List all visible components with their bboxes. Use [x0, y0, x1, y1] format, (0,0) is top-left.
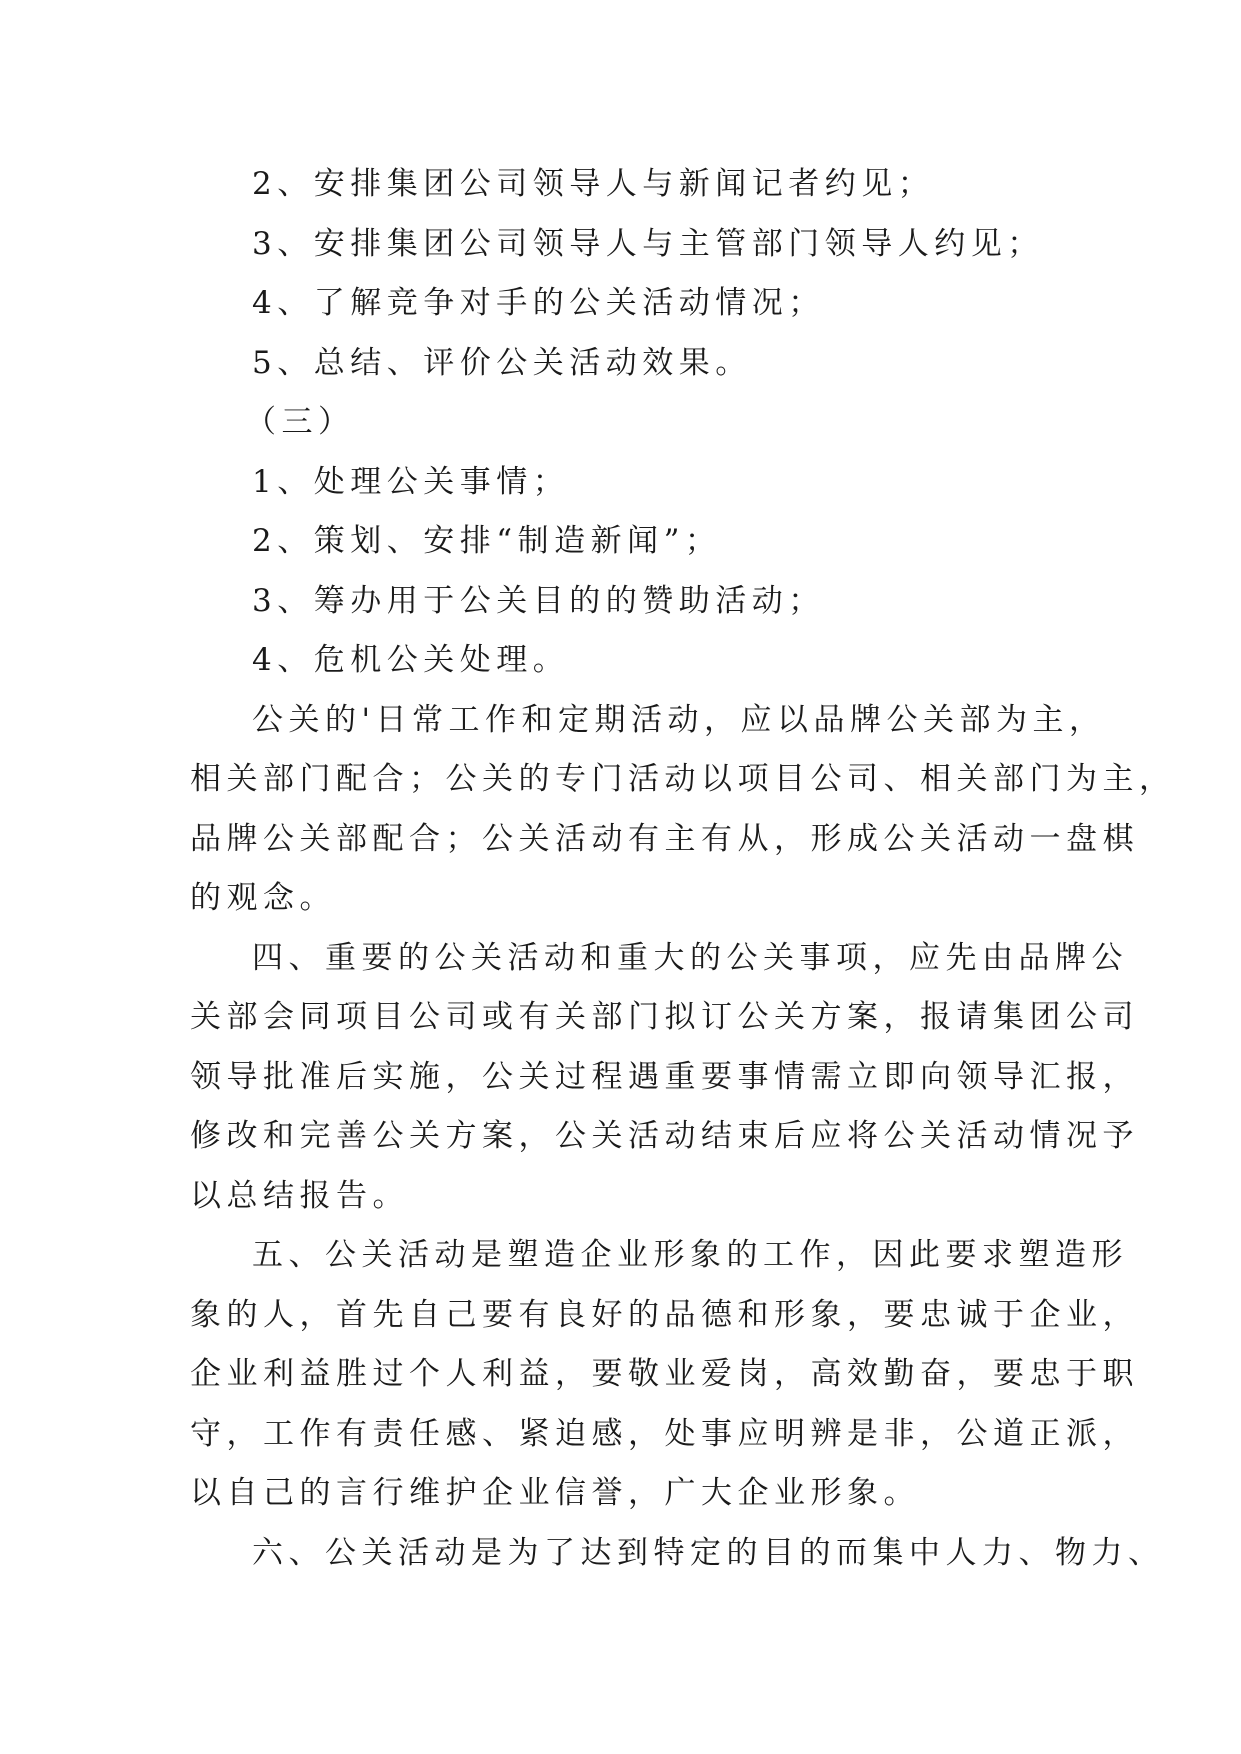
text-line: 3、安排集团公司领导人与主管部门领导人约见；	[252, 225, 1044, 262]
paragraph-line: 象的人，首先自己要有良好的品德和形象，要忠诚于企业，	[190, 1296, 1139, 1333]
section-heading: （三）	[245, 404, 355, 440]
paragraph-line: 企业利益胜过个人利益，要敬业爱岗，高效勤奋，要忠于职	[190, 1356, 1139, 1392]
text-line: 3、筹办用于公关目的的赞助活动；	[252, 582, 825, 619]
text-line: 4、危机公关处理。	[252, 642, 570, 678]
paragraph-line: 的观念。	[190, 880, 336, 916]
paragraph-line: 相关部门配合；公关的专门活动以项目公司、相关部门为主，	[190, 761, 1176, 797]
paragraph-line: 守，工作有责任感、紧迫感，处事应明辨是非，公道正派，	[190, 1415, 1139, 1452]
text-line: 4、了解竞争对手的公关活动情况；	[252, 285, 825, 321]
paragraph-line: 领导批准后实施，公关过程遇重要事情需立即向领导汇报，	[190, 1058, 1139, 1095]
paragraph-line: 以自己的言行维护企业信誉，广大企业形象。	[190, 1475, 920, 1511]
paragraph-line: 公关的'日常工作和定期活动，应以品牌公关部为主，	[252, 701, 1106, 738]
paragraph-line: 四、重要的公关活动和重大的公关事项，应先由品牌公	[252, 939, 1128, 976]
paragraph-line: 关部会同项目公司或有关部门拟订公关方案，报请集团公司	[190, 999, 1139, 1035]
text-line: 2、策划、安排“制造新闻”；	[252, 523, 722, 559]
paragraph-line: 品牌公关部配合；公关活动有主有从，形成公关活动一盘棋	[190, 820, 1139, 857]
text-line: 1、处理公关事情；	[252, 463, 570, 500]
paragraph-line: 五、公关活动是塑造企业形象的工作，因此要求塑造形	[252, 1237, 1128, 1273]
text-line: 5、总结、评价公关活动效果。	[252, 344, 752, 381]
text-line: 2、安排集团公司领导人与新闻记者约见；	[252, 166, 935, 202]
paragraph-line: 以总结报告。	[190, 1177, 409, 1214]
document-body	[190, 155, 1176, 1583]
paragraph-line: 修改和完善公关方案，公关活动结束后应将公关活动情况予	[190, 1118, 1139, 1154]
paragraph-line: 六、公关活动是为了达到特定的目的而集中人力、物力、	[252, 1534, 1165, 1571]
